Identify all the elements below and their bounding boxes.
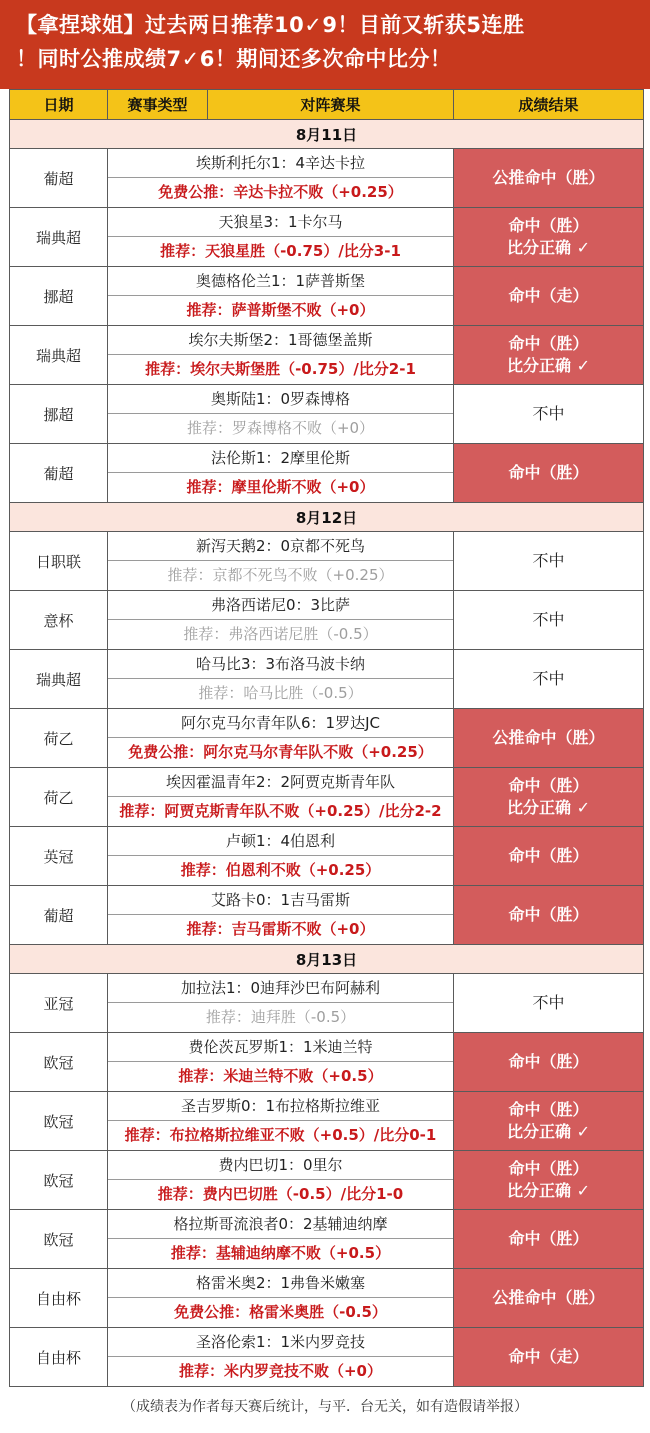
date-label: 8月11日 bbox=[10, 120, 644, 149]
league-cell: 自由杯 bbox=[10, 1269, 108, 1328]
result-text: 不中 bbox=[532, 610, 565, 629]
tip-text: 推荐：吉马雷斯不败（+0） bbox=[186, 920, 375, 938]
result-hit-cell bbox=[454, 1210, 644, 1269]
table-row bbox=[10, 650, 644, 709]
match-score: 费内巴切1：0里尔 bbox=[108, 1151, 453, 1180]
result-hit-cell bbox=[454, 1151, 644, 1210]
table-row bbox=[10, 1328, 644, 1387]
match-cell bbox=[108, 1033, 454, 1092]
result-hit-cell bbox=[454, 149, 644, 208]
table-row bbox=[10, 709, 644, 768]
league-cell: 挪超 bbox=[10, 267, 108, 326]
league-cell: 瑞典超 bbox=[10, 650, 108, 709]
result-hit-cell bbox=[454, 444, 644, 503]
result-text: 命中（胜） bbox=[508, 776, 589, 795]
match-cell bbox=[108, 1210, 454, 1269]
table-row bbox=[10, 532, 644, 591]
date-label: 8月12日 bbox=[10, 503, 644, 532]
result-text: 公推命中（胜） bbox=[492, 728, 605, 747]
tip-text: 推荐：萨普斯堡不败（+0） bbox=[186, 301, 375, 319]
date-row bbox=[10, 120, 644, 149]
league-cell: 英冠 bbox=[10, 827, 108, 886]
match-score: 埃斯利托尔1：4辛达卡拉 bbox=[108, 149, 453, 178]
result-text: 命中（胜） bbox=[508, 463, 589, 482]
result-text: 命中（胜） bbox=[508, 846, 589, 865]
result-text: 比分正确 ✓ bbox=[507, 1181, 590, 1200]
tip-text: 免费公推：辛达卡拉不败（+0.25） bbox=[158, 183, 403, 201]
result-text: 命中（走） bbox=[508, 1347, 589, 1366]
result-text: 命中（胜） bbox=[508, 216, 589, 235]
tip-text: 推荐：费内巴切胜（-0.5）/比分1-0 bbox=[157, 1185, 404, 1203]
result-hit-cell bbox=[454, 1328, 644, 1387]
result-hit-cell bbox=[454, 827, 644, 886]
result-hit-cell bbox=[454, 326, 644, 385]
league-cell: 荷乙 bbox=[10, 709, 108, 768]
match-cell bbox=[108, 326, 454, 385]
tip-text: 免费公推：格雷米奥胜（-0.5） bbox=[174, 1303, 387, 1321]
match-cell bbox=[108, 385, 454, 444]
header-match: 对阵赛果 bbox=[208, 90, 454, 120]
result-text: 比分正确 ✓ bbox=[507, 798, 590, 817]
result-hit-cell bbox=[454, 267, 644, 326]
result-text: 命中（胜） bbox=[508, 1100, 589, 1119]
table-row bbox=[10, 886, 644, 945]
results-body bbox=[10, 120, 644, 1387]
result-hit-cell bbox=[454, 1092, 644, 1151]
banner-line-2: ！同时公推成绩7✓6！期间还多次命中比分！ bbox=[16, 47, 452, 71]
table-row bbox=[10, 827, 644, 886]
match-cell bbox=[108, 974, 454, 1033]
league-cell: 欧冠 bbox=[10, 1033, 108, 1092]
table-row bbox=[10, 974, 644, 1033]
result-text: 命中（胜） bbox=[508, 1052, 589, 1071]
match-score: 天狼星3：1卡尔马 bbox=[108, 208, 453, 237]
header-date: 日期 bbox=[10, 90, 108, 120]
result-hit-cell bbox=[454, 886, 644, 945]
table-row bbox=[10, 1033, 644, 1092]
result-text: 比分正确 ✓ bbox=[507, 356, 590, 375]
tip-text: 推荐：罗森博格不败（+0） bbox=[186, 419, 375, 437]
result-hit-cell bbox=[454, 768, 644, 827]
match-cell bbox=[108, 1151, 454, 1210]
table-row bbox=[10, 326, 644, 385]
match-score: 费伦茨瓦罗斯1：1米迪兰特 bbox=[108, 1033, 453, 1062]
table-header-row bbox=[10, 90, 644, 120]
tip-text: 推荐：米内罗竞技不败（+0） bbox=[178, 1362, 382, 1380]
match-score: 埃尔夫斯堡2：1哥德堡盖斯 bbox=[108, 326, 453, 355]
tip-text: 推荐：埃尔夫斯堡胜（-0.75）/比分2-1 bbox=[145, 360, 416, 378]
league-cell: 挪超 bbox=[10, 385, 108, 444]
results-table bbox=[9, 89, 644, 1387]
result-miss-cell bbox=[454, 974, 644, 1033]
league-cell: 日职联 bbox=[10, 532, 108, 591]
match-score: 奥德格伦兰1：1萨普斯堡 bbox=[108, 267, 453, 296]
date-label: 8月13日 bbox=[10, 945, 644, 974]
match-cell bbox=[108, 1269, 454, 1328]
match-score: 法伦斯1：2摩里伦斯 bbox=[108, 444, 453, 473]
tip-text: 推荐：阿贾克斯青年队不败（+0.25）/比分2-2 bbox=[119, 802, 442, 820]
table-row bbox=[10, 1151, 644, 1210]
result-miss-cell bbox=[454, 385, 644, 444]
match-score: 埃因霍温青年2：2阿贾克斯青年队 bbox=[108, 768, 453, 797]
match-cell bbox=[108, 208, 454, 267]
league-cell: 自由杯 bbox=[10, 1328, 108, 1387]
tip-text: 推荐：基辅迪纳摩不败（+0.5） bbox=[170, 1244, 391, 1262]
match-score: 阿尔克马尔青年队6：1罗达JC bbox=[108, 709, 453, 738]
result-hit-cell bbox=[454, 1033, 644, 1092]
result-text: 命中（胜） bbox=[508, 334, 589, 353]
match-cell bbox=[108, 709, 454, 768]
table-row bbox=[10, 208, 644, 267]
tip-text: 免费公推：阿尔克马尔青年队不败（+0.25） bbox=[128, 743, 433, 761]
match-cell bbox=[108, 827, 454, 886]
header-league: 赛事类型 bbox=[108, 90, 208, 120]
tip-text: 推荐：伯恩利不败（+0.25） bbox=[180, 861, 381, 879]
match-cell bbox=[108, 591, 454, 650]
tip-text: 推荐：哈马比胜（-0.5） bbox=[198, 684, 363, 702]
result-miss-cell bbox=[454, 591, 644, 650]
result-text: 不中 bbox=[532, 404, 565, 423]
result-hit-cell bbox=[454, 208, 644, 267]
match-cell bbox=[108, 532, 454, 591]
league-cell: 瑞典超 bbox=[10, 326, 108, 385]
result-text: 命中（走） bbox=[508, 286, 589, 305]
result-text: 比分正确 ✓ bbox=[507, 1122, 590, 1141]
result-hit-cell bbox=[454, 1269, 644, 1328]
match-cell bbox=[108, 149, 454, 208]
result-miss-cell bbox=[454, 650, 644, 709]
result-text: 公推命中（胜） bbox=[492, 1288, 605, 1307]
match-cell bbox=[108, 1328, 454, 1387]
result-miss-cell bbox=[454, 532, 644, 591]
result-hit-cell bbox=[454, 709, 644, 768]
table-row bbox=[10, 385, 644, 444]
match-score: 奥斯陆1：0罗森博格 bbox=[108, 385, 453, 414]
league-cell: 瑞典超 bbox=[10, 208, 108, 267]
league-cell: 葡超 bbox=[10, 886, 108, 945]
table-row bbox=[10, 444, 644, 503]
date-row bbox=[10, 945, 644, 974]
match-cell bbox=[108, 444, 454, 503]
league-cell: 意杯 bbox=[10, 591, 108, 650]
league-cell: 荷乙 bbox=[10, 768, 108, 827]
match-cell bbox=[108, 267, 454, 326]
league-cell: 葡超 bbox=[10, 149, 108, 208]
tip-text: 推荐：摩里伦斯不败（+0） bbox=[186, 478, 375, 496]
tip-text: 推荐：天狼星胜（-0.75）/比分3-1 bbox=[160, 242, 401, 260]
match-cell bbox=[108, 1092, 454, 1151]
tip-text: 推荐：迪拜胜（-0.5） bbox=[205, 1008, 356, 1026]
table-row bbox=[10, 1210, 644, 1269]
footer-note: （成绩表为作者每天赛后统计，与平．台无关，如有造假请举报） bbox=[122, 1399, 528, 1415]
result-text: 命中（胜） bbox=[508, 1159, 589, 1178]
tip-text: 推荐：布拉格斯拉维亚不败（+0.5）/比分0-1 bbox=[124, 1126, 437, 1144]
result-text: 不中 bbox=[532, 669, 565, 688]
league-cell: 葡超 bbox=[10, 444, 108, 503]
match-cell bbox=[108, 886, 454, 945]
league-cell: 欧冠 bbox=[10, 1151, 108, 1210]
table-row bbox=[10, 591, 644, 650]
match-score: 格拉斯哥流浪者0：2基辅迪纳摩 bbox=[108, 1210, 453, 1239]
table-row bbox=[10, 1092, 644, 1151]
league-cell: 欧冠 bbox=[10, 1092, 108, 1151]
result-text: 公推命中（胜） bbox=[492, 168, 605, 187]
league-cell: 欧冠 bbox=[10, 1210, 108, 1269]
table-row bbox=[10, 267, 644, 326]
result-text: 命中（胜） bbox=[508, 905, 589, 924]
table-row bbox=[10, 768, 644, 827]
match-score: 圣吉罗斯0：1布拉格斯拉维亚 bbox=[108, 1092, 453, 1121]
title-banner bbox=[0, 0, 650, 89]
banner-line-1: 【拿捏球姐】过去两日推荐10✓9！目前又斩获5连胜 bbox=[16, 13, 525, 37]
date-row bbox=[10, 503, 644, 532]
tip-text: 推荐：京都不死鸟不败（+0.25） bbox=[167, 566, 394, 584]
result-text: 不中 bbox=[532, 993, 565, 1012]
match-score: 格雷米奥2：1弗鲁米嫩塞 bbox=[108, 1269, 453, 1298]
match-cell bbox=[108, 768, 454, 827]
match-score: 艾路卡0：1吉马雷斯 bbox=[108, 886, 453, 915]
league-cell: 亚冠 bbox=[10, 974, 108, 1033]
header-result: 成绩结果 bbox=[454, 90, 644, 120]
result-text: 命中（胜） bbox=[508, 1229, 589, 1248]
match-score: 哈马比3：3布洛马波卡纳 bbox=[108, 650, 453, 679]
tip-text: 推荐：弗洛西诺尼胜（-0.5） bbox=[183, 625, 378, 643]
match-score: 弗洛西诺尼0：3比萨 bbox=[108, 591, 453, 620]
match-score: 卢顿1：4伯恩利 bbox=[108, 827, 453, 856]
match-cell bbox=[108, 650, 454, 709]
result-text: 不中 bbox=[532, 551, 565, 570]
match-score: 加拉法1：0迪拜沙巴布阿赫利 bbox=[108, 974, 453, 1003]
result-text: 比分正确 ✓ bbox=[507, 238, 590, 257]
match-score: 圣洛伦索1：1米内罗竞技 bbox=[108, 1328, 453, 1357]
tip-text: 推荐：米迪兰特不败（+0.5） bbox=[178, 1067, 383, 1085]
table-row bbox=[10, 149, 644, 208]
match-score: 新泻天鹅2：0京都不死鸟 bbox=[108, 532, 453, 561]
table-row bbox=[10, 1269, 644, 1328]
